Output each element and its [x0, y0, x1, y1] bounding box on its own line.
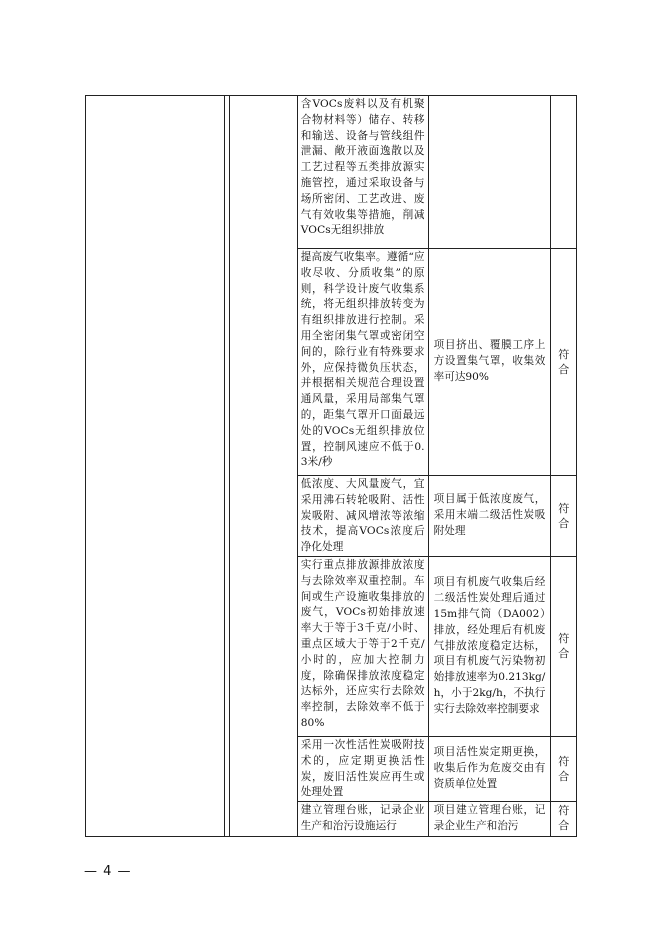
measure-cell	[428, 736, 551, 801]
page-number: — 4 —	[84, 864, 132, 879]
verdict-text: 符合	[558, 755, 570, 784]
measure-cell	[428, 476, 551, 557]
measure-cell	[428, 556, 551, 736]
category-cell	[86, 96, 225, 837]
measure-text: 项目属于低浓度废气，采用末端二级活性炭吸附处理	[433, 493, 546, 537]
measure-text: 项目有机废气收集后经二级活性炭处理后通过15m排气筒（DA002）排放，经处理后有机废气排放浓度稳定达标，项目有机废气污染物初始排放速率为0.213kg/h，小于2kg/h，不执行实行去除效率控制要求	[433, 576, 546, 715]
measure-text: 项目挤出、覆膜工序上方设置集气罩，收集效率可达90%	[433, 339, 546, 383]
verdict-text: 符合	[558, 501, 570, 530]
requirement-text: 低浓度、大风量废气，宜采用沸石转轮吸附、活性炭吸附、减风增浓等浓缩技术，提高VOCs浓度后净化处理	[300, 478, 425, 554]
subcategory-cell	[230, 96, 298, 837]
verdict-cell	[551, 476, 577, 557]
verdict-cell	[551, 802, 577, 837]
requirement-text: 建立管理台账，记录企业生产和治污设施运行	[300, 804, 425, 832]
compliance-table	[85, 95, 577, 837]
requirement-text: 含VOCs废料以及有机聚合物材料等）储存、转移和输送、设备与管线组件泄漏、敞开液面逸散以及工艺过程等五类排放源实施管控，通过采取设备与场所密闭、工艺改进、废气有效收集等措施，削减VOCs无组织排放	[300, 98, 425, 237]
verdict-cell	[551, 249, 577, 476]
verdict-cell	[551, 556, 577, 736]
measure-cell	[428, 96, 551, 249]
requirement-cell	[297, 736, 428, 801]
requirement-text: 采用一次性活性炭吸附技术的，应定期更换活性炭，废旧活性炭应再生或处理处置	[300, 738, 425, 799]
requirement-cell	[297, 556, 428, 736]
requirement-text: 提高废气收集率。遵循“应收尽收、分质收集”的原则，科学设计废气收集系统，将无组织排放转变为有组织排放进行控制。采用全密闭集气罩或密闭空间的，除行业有特殊要求外，应保持微负压状态，并根据相关规范合理设置通风量，采用局部集气罩的，距集气罩开口面最远处的VOCs无组织排放位置，控制风速应不低于0.3米/秒	[300, 251, 425, 469]
requirement-cell	[297, 96, 428, 249]
verdict-text: 符合	[558, 348, 570, 376]
measure-text: 项目活性炭定期更换，收集后作为危废交由有资质单位处置	[433, 746, 546, 790]
measure-cell	[428, 249, 551, 476]
requirement-cell	[297, 802, 428, 837]
verdict-cell	[551, 96, 577, 249]
verdict-cell	[551, 736, 577, 801]
requirement-cell	[297, 249, 428, 476]
table-row	[86, 96, 577, 249]
measure-cell	[428, 802, 551, 837]
requirement-cell	[297, 476, 428, 557]
verdict-text: 符合	[558, 804, 570, 833]
requirement-text: 实行重点排放源排放浓度与去除效率双重控制。车间或生产设施收集排放的废气，VOCs初始排放速率大于等于3千克/小时、重点区域大于等于2千克/小时的，应加大控制力度，除确保排放浓度稳定达标外，还应实行去除效率控制，去除效率不低于80%	[300, 558, 425, 729]
measure-text: 项目建立管理台账，记录企业生产和治污	[433, 804, 546, 832]
verdict-text: 符合	[558, 632, 570, 661]
